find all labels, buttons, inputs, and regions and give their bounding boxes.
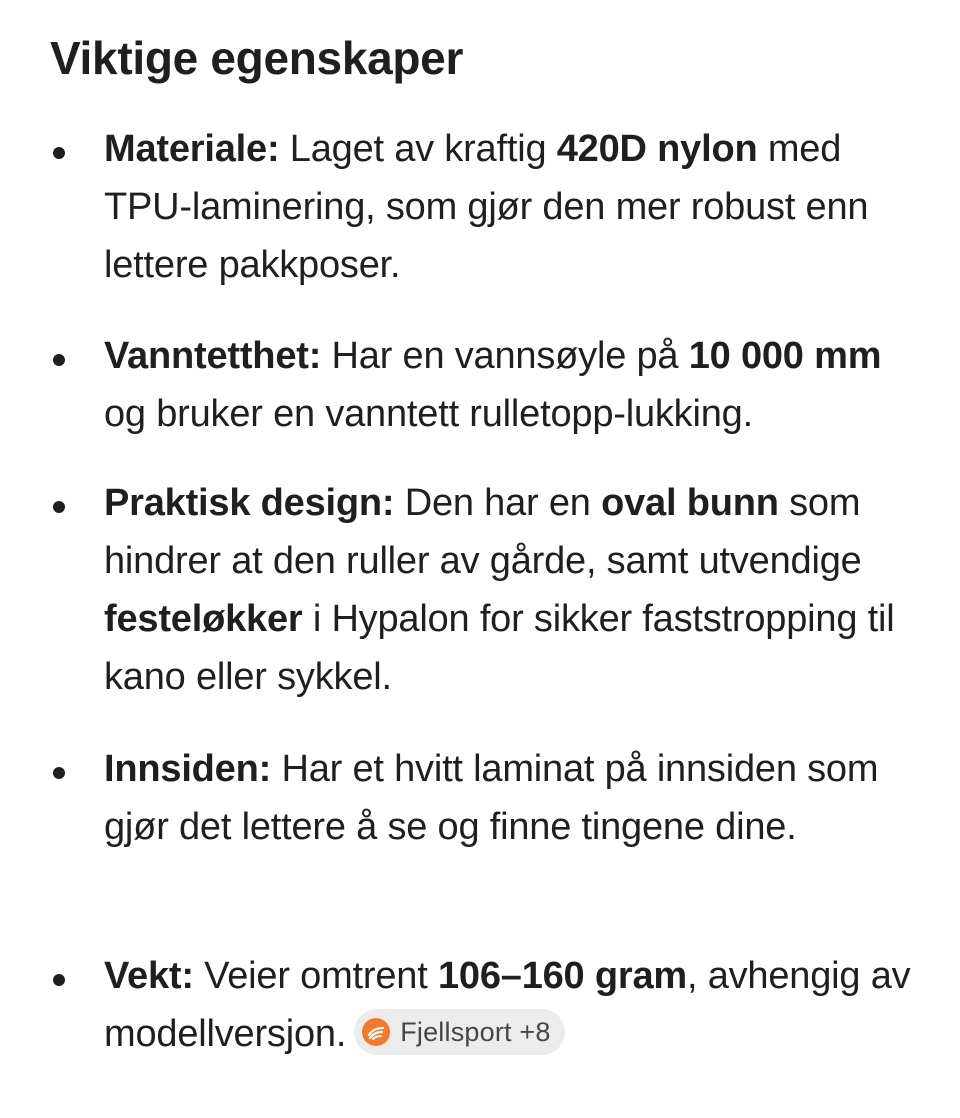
item-text-segment: Veier omtrent — [193, 955, 438, 997]
item-highlight: 10 000 mm — [688, 335, 882, 377]
item-text-segment: i Hypalon for sikker faststropping til kano eller sykkel. — [104, 598, 895, 698]
item-highlight: festeløkker — [104, 598, 303, 640]
bullet-icon — [53, 974, 65, 986]
item-text-segment: Har et hvitt laminat på innsiden som gjør det lettere å se og finne tingene dine. — [104, 748, 879, 848]
item-text-segment: som hindrer at den ruller av gårde, samt utvendige — [104, 482, 862, 582]
item-label: Materiale: — [104, 128, 280, 170]
item-highlight: 106–160 gram — [437, 955, 687, 997]
item-highlight: 420D nylon — [556, 128, 758, 170]
source-chip-label: Fjellsport +8 — [400, 1016, 551, 1047]
list-item-text — [104, 740, 924, 856]
bullet-icon — [53, 147, 65, 159]
item-text-segment: og bruker en vanntett rulletopp-lukking. — [104, 393, 753, 435]
list-item-text — [104, 474, 924, 706]
item-text-segment: Den har en — [394, 482, 602, 524]
list-item-text — [104, 327, 924, 443]
item-text-segment: Har en vannsøyle på — [321, 335, 689, 377]
list-item-text — [104, 947, 924, 1063]
bullet-icon — [53, 354, 65, 366]
item-label: Innsiden: — [104, 748, 272, 790]
item-text-segment: , avhengig av modellversjon. — [104, 955, 911, 1055]
source-chip-button[interactable] — [354, 1009, 564, 1055]
item-label: Vanntetthet: — [104, 335, 322, 377]
item-text-segment: Laget av kraftig — [279, 128, 557, 170]
item-label: Vekt: — [104, 955, 194, 997]
page-title: Viktige egenskaper — [50, 32, 464, 84]
fjellsport-logo-icon — [362, 1018, 390, 1046]
bullet-icon — [53, 767, 65, 779]
item-highlight: oval bunn — [601, 482, 779, 524]
item-text-segment: med TPU-laminering, som gjør den mer robust enn lettere pakkposer. — [104, 128, 869, 286]
bullet-icon — [53, 501, 65, 513]
list-item-text — [104, 120, 924, 294]
item-label: Praktisk design: — [104, 482, 395, 524]
